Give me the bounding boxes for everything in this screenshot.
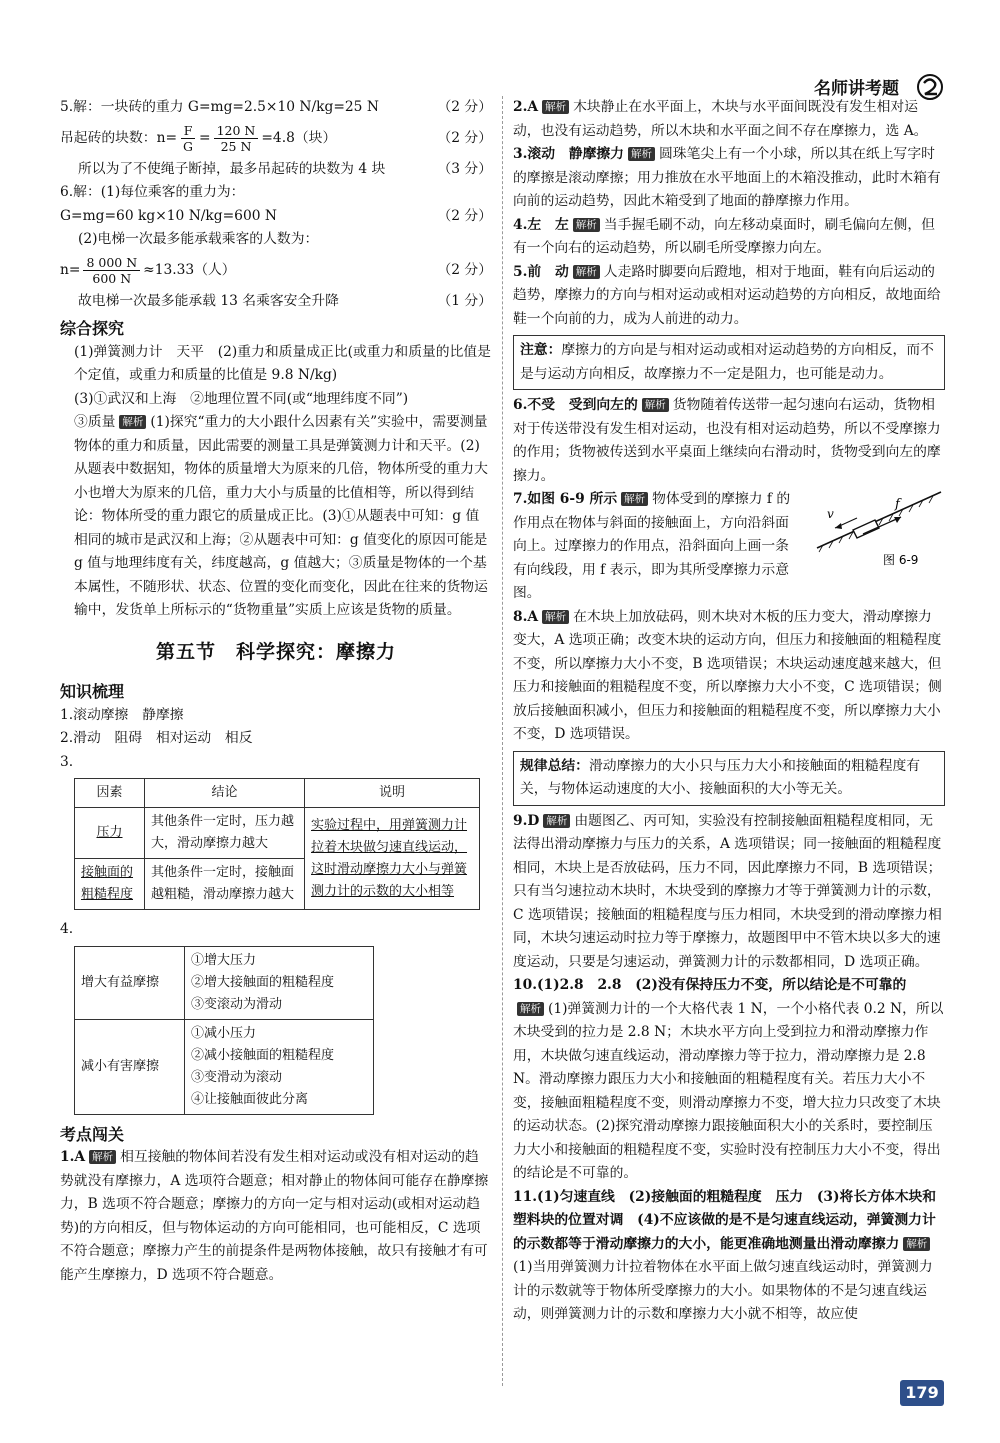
frac-num: 120 N <box>214 123 259 139</box>
zonghe-analysis: (1)探究“重力的大小跟什么因素有关”实验中，需要测量物体的重力和质量，因此需要的测量工具是弹簧测力计和天平。(2)从题表中数据知，物体的质量增大为原来的几倍，物体所受的重力大小也增大为原来的几倍，重力大小与质量的比值相等，所以得到结论：物体所受的重力跟它的质量成正比。(3)①从题表中可知：g 值相同的城市是武汉和上海；②从题表中可知：g 值变化的原因可能是 g 值与地理纬度有关，纬度越高，g 值越大；③质量是物体的一个基本属性，不随形状、状态、位置的变化而变化，因此在往来的货物运输中，发货单上所标示的“货物重量”实质上应该是货物的质量。 <box>74 414 488 618</box>
q5-line1: 5.解：一块砖的重力 G=mg=2.5×10 N/kg=25 N <box>60 99 379 115</box>
r10-analysis: (1)弹簧测力计的一个大格代表 1 N，一个小格代表 0.2 N，所以木块受到的拉力是 2.8 N；木块水平方向上受到拉力和滑动摩擦力作用，木块做匀速直线运动，滑动摩擦力等于拉力，滑动摩擦力是 2.8 N。滑动摩擦力跟压力大小和接触面的粗糙程度有关。若压力大小不变，接触面粗糙程度不变，则滑动摩擦力不变，增大拉力只改变了木块的运动状态。(2)探究滑动摩擦力跟接触面积大小的关系时，要控制压力大小和接触面的粗糙程度不变，实验时没有控制压力大小不变，得出的结论是不可靠的。 <box>513 1000 944 1181</box>
velocity-arrowhead <box>835 523 842 529</box>
r9-analysis: 由题图乙、丙可知，实验没有控制接触面粗糙程度相同，无法得出滑动摩擦力与压力的关系，A 选项错误；同一接触面的粗糙程度相同，木块上是否放砝码，压力不同，因此摩擦力不同，B 选项错误；只有当匀速拉动木块时，木块受到的摩擦力才等于弹簧测力计的示数，C 选项错误；接触面的粗糙程度与压力相同，木块受到的滑动摩擦力相同，木块匀速运动时拉力等于摩擦力，故题图甲中不管木块以多大的速度运动，只要是匀速运动，弹簧测力计的示数都相同，D 选项正确。 <box>513 812 942 970</box>
r-item5 <box>513 261 945 332</box>
analysis-tag: 解析 <box>903 1237 930 1251</box>
table-row <box>75 946 374 1019</box>
zonghe-answer: ③质量 <box>74 414 116 430</box>
fraction-8000-600 <box>83 255 140 286</box>
analysis-tag: 解析 <box>119 415 146 429</box>
kaodian-heading: 考点闯关 <box>60 1124 125 1144</box>
method-item: ③变滚动为滑动 <box>191 996 283 1012</box>
friction-methods-table <box>74 946 374 1115</box>
r5-answer: 5.前 动 <box>513 263 569 280</box>
equals: = <box>199 129 211 146</box>
r10-answer: 10.(1)2.8 2.8 (2)没有保持压力不变，所以结论是不可靠的 <box>513 977 907 993</box>
q5-line2-pre: 吊起砖的块数：n= <box>60 129 178 146</box>
r2-analysis: 木块静止在水平面上，木块与水平面间既没有发生相对运动，也没有运动趋势，所以木块和水平面之间不存在摩擦力，选 A。 <box>513 99 928 139</box>
chapter-title: 第五节 科学探究：摩擦力 <box>155 640 396 663</box>
r-item4 <box>513 214 945 261</box>
right-column <box>513 96 945 1327</box>
r6-answer: 6.不受 受到向左的 <box>513 397 638 413</box>
q6-line2: G=mg=60 kg×10 N/kg=600 N <box>60 207 277 224</box>
analysis-tag: 解析 <box>542 610 569 624</box>
zs-item4-label: 4. <box>60 921 74 937</box>
analysis-tag: 解析 <box>628 147 655 161</box>
rule-box <box>513 751 945 806</box>
r7-answer: 7.如图 6-9 所示 <box>513 491 618 507</box>
table-row <box>75 808 480 859</box>
zonghe-heading: 综合探究 <box>60 319 125 338</box>
table-cell: 增大有益摩擦 <box>75 946 185 1019</box>
table-header: 结论 <box>145 779 305 808</box>
table-cell: 其他条件一定时，压力越大，滑动摩擦力越大 <box>145 808 305 859</box>
rule-text: 滑动摩擦力的大小只与压力大小和接触面的粗糙程度有关，与物体运动速度的大小、接触面积的大小等无关。 <box>520 757 921 797</box>
r11-answer: 11.(1)匀速直线 (2)接触面的粗糙程度 压力 (3)将长方体木块和塑料块的位置对调 (4)不应该做的是不是匀速直线运动，弹簧测力计的示数都等于滑动摩擦力的大小，能更准确地测量出滑动摩擦力 <box>513 1188 937 1252</box>
table-cell: 实验过程中，用弹簧测力计拉着木块做匀速直线运动，这时滑动摩擦力大小与弹簧测力计的示数的大小相等 <box>311 817 468 899</box>
analysis-tag: 解析 <box>542 100 569 114</box>
method-item: ①减小压力 <box>191 1025 257 1041</box>
analysis-tag: 解析 <box>517 1002 544 1016</box>
analysis-tag: 解析 <box>573 218 600 232</box>
zonghe-line1: (1)弹簧测力计 天平 (2)重力和质量成正比(或重力和质量的比值是个定值，或重力和质量的比值是 9.8 N/kg) <box>74 343 491 383</box>
velocity-label: v <box>827 507 834 521</box>
q6-solution <box>60 181 492 313</box>
r7-text <box>513 488 793 606</box>
figure-caption: 图 6-9 <box>883 553 919 567</box>
friction-factors-table <box>74 778 480 910</box>
note-text: 摩擦力的方向是与相对运动或相对运动趋势的方向相反，而不是与运动方向相反，故摩擦力不一定是阻力，也可能是动力。 <box>520 342 934 382</box>
note-box <box>513 335 945 390</box>
q6-line5-score: （1 分） <box>437 292 492 309</box>
kd1-analysis: 相互接触的物体间若没有发生相对运动或没有相对运动的趋势就没有摩擦力，A 选项符合题意；相对静止的物体间可能存在静摩擦力，B 选项不符合题意；摩擦力的方向一定与相对运动(或相对运动趋势)的方向相反，但与物体运动的方向可能相同，也可能相反，C 选项不符合题意；摩擦力产生的前提条件是两物体接触，故只有接触才有可能产生摩擦力，D 选项不符合题意。 <box>60 1149 489 1283</box>
r5-analysis: 人走路时脚要向后蹬地，相对于地面，鞋有向后运动的趋势，摩擦力的方向与相对运动或相对运动趋势的方向相反，故地面给鞋一个向前的力，成为人前进的动力。 <box>513 263 941 327</box>
q6-line4-pre: n= <box>60 261 81 278</box>
table-header: 说明 <box>305 779 480 808</box>
q6-line2-score: （2 分） <box>437 207 492 224</box>
r-item2 <box>513 96 945 143</box>
r6-analysis: 货物随着传送带一起匀速向右运动，货物相对于传送带没有发生相对运动，也没有相对运动趋势，所以不受摩擦力的作用；货物被传送到水平桌面上继续向右滑动时，货物受到向左的摩擦力。 <box>513 397 941 484</box>
incline-figure <box>813 488 945 568</box>
q6-line4-score: （2 分） <box>437 261 492 278</box>
page-number: 179 <box>900 1380 944 1406</box>
zonghe-line2: (3)①武汉和上海 ②地理位置不同(或“地理纬度不同”) <box>74 390 409 407</box>
table-row <box>75 1019 374 1114</box>
q6-line3: (2)电梯一次最多能承载乘客的人数为： <box>78 231 319 247</box>
frac-den: 25 N <box>220 139 252 154</box>
analysis-tag: 解析 <box>642 398 669 412</box>
r8-answer: 8.A <box>513 608 539 625</box>
analysis-tag: 解析 <box>621 492 648 506</box>
fraction-f-g <box>180 123 196 154</box>
table-cell <box>185 1019 374 1114</box>
r-item11 <box>513 1186 945 1327</box>
method-item: ④让接触面彼此分离 <box>191 1091 309 1107</box>
q5-line3: 所以为了不使绳子断掉，最多吊起砖的块数为 4 块 <box>78 160 386 177</box>
zonghe-line3 <box>60 411 492 623</box>
frac-den: G <box>183 139 194 154</box>
table-header: 因素 <box>75 779 145 808</box>
note-label: 注意： <box>520 342 562 358</box>
q5-line3-score: （3 分） <box>437 160 492 177</box>
q5-line1-score: （2 分） <box>437 99 492 115</box>
frac-den: 600 N <box>92 271 132 286</box>
r-item9 <box>513 810 945 975</box>
frac-num: F <box>181 123 196 139</box>
analysis-tag: 解析 <box>89 1150 116 1164</box>
table-cell: 其他条件一定时，接触面越粗糙，滑动摩擦力越大 <box>145 859 305 910</box>
method-item: ③变滑动为滚动 <box>191 1069 283 1085</box>
r-item10 <box>513 974 945 1186</box>
r-item6 <box>513 394 945 488</box>
r-item3 <box>513 143 945 214</box>
friction-label: f <box>895 497 900 512</box>
kd1-answer: 1.A <box>60 1149 86 1165</box>
table-cell: 减小有害摩擦 <box>75 1019 185 1114</box>
r7-analysis: 物体受到的摩擦力 f 的作用点在物体与斜面的接触面上，方向沿斜面向上。过摩擦力的作用点，沿斜面向上画一条有向线段，用 f 表示，即为其所受摩擦力示意图。 <box>513 491 791 601</box>
r3-answer: 3.滚动 静摩擦力 <box>513 146 624 162</box>
rule-label: 规律总结： <box>520 757 589 774</box>
q5-line2 <box>60 120 492 158</box>
kd-item1 <box>60 1146 492 1287</box>
q5-solution <box>60 96 492 181</box>
table-cell: 接触面的粗糙程度 <box>81 865 134 902</box>
r9-answer: 9.D <box>513 812 540 829</box>
zs-item3-label: 3. <box>60 753 74 770</box>
zs-item2: 2.滑动 阻碍 相对运动 相反 <box>60 730 253 746</box>
zs-item1: 1.滚动摩擦 静摩擦 <box>60 706 184 723</box>
analysis-tag: 解析 <box>573 265 600 279</box>
column-divider <box>502 96 503 1386</box>
method-item: ①增大压力 <box>191 952 257 968</box>
table-cell <box>185 946 374 1019</box>
method-item: ②减小接触面的粗糙程度 <box>191 1047 335 1063</box>
r4-answer: 4.左 左 <box>513 216 569 233</box>
r4-analysis: 当手握毛刷不动，向左移动桌面时，刷毛偏向左侧，但有一个向右的运动趋势，所以刷毛所受摩擦力向左。 <box>513 216 935 256</box>
r3-analysis: 圆珠笔尖上有一个小球，所以其在纸上写字时的摩擦是滚动摩擦；用力推放在水平地面上的木箱没推动，此时木箱有向前的运动趋势，因此木箱受到了地面的静摩擦力作用。 <box>513 146 941 209</box>
r-item8 <box>513 606 945 747</box>
analysis-tag: 解析 <box>543 814 570 828</box>
q5-line2-score: （2 分） <box>437 129 492 146</box>
brand-title: 名师讲考题 <box>814 79 899 99</box>
frac-num: 8 000 N <box>83 255 140 271</box>
q6-line4-post: ≈13.33（人） <box>143 261 236 278</box>
left-column <box>60 96 492 1287</box>
q6-line4 <box>60 252 492 290</box>
r2-answer: 2.A <box>513 99 539 115</box>
fraction-120-25 <box>214 123 259 154</box>
r11-analysis: (1)当用弹簧测力计拉着物体在水平面上做匀速直线运动时，弹簧测力计的示数就等于物体所受摩擦力的大小。如果物体的不是匀速直线运动，则弹簧测力计的示数和摩擦力大小就不相等，故应使 <box>513 1259 933 1322</box>
zhishi-heading: 知识梳理 <box>60 682 125 701</box>
q6-line5: 故电梯一次最多能承载 13 名乘客安全升降 <box>78 292 339 309</box>
r-item7 <box>513 488 945 606</box>
q5-line2-post: =4.8（块） <box>261 129 337 146</box>
table-cell: 压力 <box>96 825 123 840</box>
table-header-row <box>75 779 480 808</box>
r8-analysis: 在木块上加放砝码，则木块对木板的压力变大，滑动摩擦力变大，A 选项正确；改变木块的运动方向，但压力和接触面的粗糙程度不变，所以摩擦力大小不变，B 选项错误；木块运动速度越来越大，但压力和接触面的粗糙程度不变，所以摩擦力大小不变，C 选项错误；侧放后接触面积减小，但压力和接触面的粗糙程度不变，所以摩擦力大小不变，D 选项错误。 <box>513 608 942 742</box>
method-item: ②增大接触面的粗糙程度 <box>191 974 335 990</box>
q6-line1: 6.解：(1)每位乘客的重力为： <box>60 184 245 200</box>
